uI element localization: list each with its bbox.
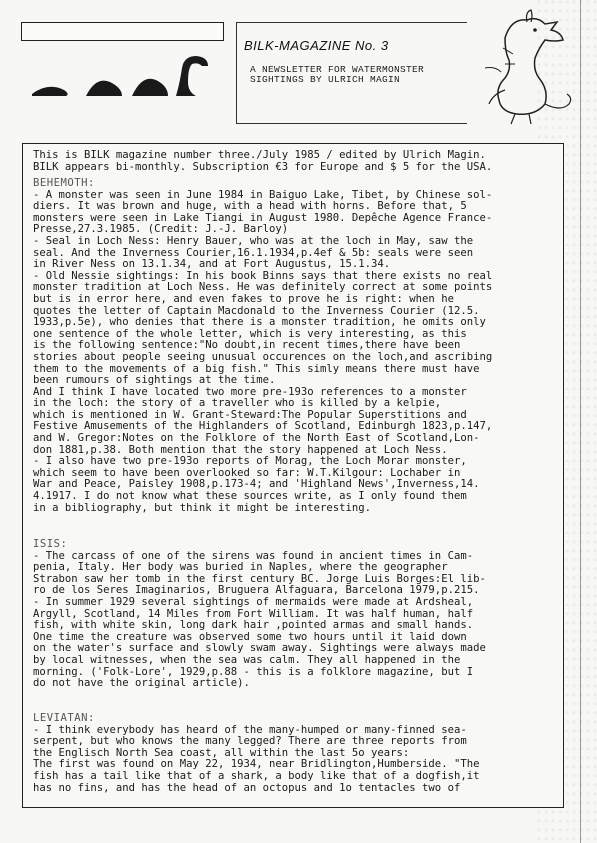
text-line: stories about people seeing unusual occurences on the loch,and ascribing xyxy=(33,350,493,363)
text-line: The first was found on May 22, 1934, near Bridlington,Humberside. "The xyxy=(33,758,480,771)
text-line: one sentence of the whole letter, which is very interesting, as this xyxy=(33,327,467,340)
text-line: in River Ness on 13.1.34, and at Fort Augustus, 15.1.34. xyxy=(33,258,391,271)
text-line: Presse,27.3.1985. (Credit: J.-J. Barloy) xyxy=(33,223,289,236)
text-line: - Seal in Loch Ness: Henry Bauer, who was at the loch in May, saw the xyxy=(33,234,474,247)
text-line: monster tradition at Loch Ness. He was definitely correct at some points xyxy=(33,281,493,294)
text-line: diers. It was brown and huge, with a head with horns. Before that, 5 xyxy=(33,200,467,213)
text-line: in the loch: the story of a traveller who is killed by a kelpie, xyxy=(33,397,442,410)
section-body xyxy=(33,190,563,515)
text-line: ro de los Seres Imaginarios, Bruguera Alfaguara, Barcelona 1979,p.215. xyxy=(33,584,480,597)
text-line: quotes the letter of Captain Macdonald to the Inverness Courier (12.5. xyxy=(33,304,480,317)
text-line: in a bibliography, but think it might be interesting. xyxy=(33,501,372,514)
text-line: - In summer 1929 several sightings of mermaids were made at Ardsheal, xyxy=(33,595,474,608)
text-line: and W. Gregor:Notes on the Folklore of the North East of Scotland,Lon- xyxy=(33,432,480,445)
text-line: the Englisch North Sea coast, all within the last 5o years: xyxy=(33,746,410,759)
text-line: Festive Amusements of the Highlanders of Scotland, Edinburgh 1823,p.147, xyxy=(33,420,493,433)
section-heading: LEVIATAN: xyxy=(33,712,95,724)
text-line: which seem to have been overlooked so far: W.T.Kilgour: Lochaber in xyxy=(33,466,461,479)
text-line: been rumours of sightings at the time. xyxy=(33,374,276,387)
section-isis xyxy=(33,539,563,690)
text-line: monsters were seen in Lake Tiangi in August 1980. Depêche Agence France- xyxy=(33,211,493,224)
text-line: - I also have two pre-193o reports of Morag, the Loch Morar monster, xyxy=(33,455,467,468)
blank-title-box xyxy=(21,22,224,41)
section-behemoth xyxy=(33,178,563,514)
text-line: Strabon saw her tomb in the first century BC. Jorge Luis Borges:El lib- xyxy=(33,572,486,585)
text-line: fish, with white skin, long dark hair ,pointed armas and small hands. xyxy=(33,619,474,632)
section-heading: ISIS: xyxy=(33,538,68,550)
text-line: serpent, but who knows the many legged? There are three reports from xyxy=(33,735,467,748)
article-box xyxy=(22,143,564,808)
section-heading: BEHEMOTH: xyxy=(33,177,95,189)
text-line: don 1881,p.38. Both mention that the story happened at Loch Ness. xyxy=(33,443,448,456)
text-line: seal. And the Inverness Courier,16.1.1934,p.4ef & 5b: seals were seen xyxy=(33,246,474,259)
text-line: has no fins, and has the head of an octopus and 1o tentacles two of xyxy=(33,781,461,794)
text-line: on the water's surface and slowly swam away. Sightings were always made xyxy=(33,642,486,655)
intro-line: BILK appears bi-monthly. Subscription €3 for Europe and $ 5 for the USA. xyxy=(33,160,493,173)
text-line: by local witnesses, when the sea was calm. They all happened in the xyxy=(33,653,461,666)
subtitle-line: SIGHTINGS BY ULRICH MAGIN xyxy=(250,74,401,85)
text-line: - The carcass of one of the sirens was found in ancient times in Cam- xyxy=(33,549,474,562)
text-line: 4.1917. I do not know what these sources write, as I only found them xyxy=(33,490,467,503)
section-body xyxy=(33,725,563,795)
section-body xyxy=(33,551,563,690)
text-line: - A monster was seen in June 1984 in Baiguo Lake, Tibet, by Chinese sol- xyxy=(33,188,493,201)
text-line: morning. ('Folk-Lore', 1929,p.88 - this is a folklore magazine, but I xyxy=(33,665,474,678)
scan-edge-line xyxy=(580,0,581,843)
text-line: which is mentioned in W. Grant-Steward:The Popular Superstitions and xyxy=(33,408,467,421)
magazine-subtitle xyxy=(250,65,460,85)
text-line: War and Peace, Paisley 1908,p.173-4; and 'Highland News',Inverness,14. xyxy=(33,478,480,491)
intro-line: This is BILK magazine number three./July 1985 / edited by Ulrich Magin. xyxy=(33,149,486,161)
text-line: - Old Nessie sightings: In his book Binns says that there exists no real xyxy=(33,269,493,282)
text-line: penia, Italy. Her body was buried in Naples, where the geographer xyxy=(33,561,448,574)
intro-paragraph xyxy=(33,150,563,173)
dragon-cartoon-illustration xyxy=(465,8,580,128)
sea-serpent-logo xyxy=(30,52,215,102)
text-line: And I think I have located two more pre-193o references to a monster xyxy=(33,385,467,398)
text-line: is the following sentence:"No doubt,in recent times,there have been xyxy=(33,339,461,352)
text-line: - I think everybody has heard of the many-humped or many-finned sea- xyxy=(33,723,467,736)
text-line: Argyll, Scotland, 14 Miles from Fort William. It was half human, half xyxy=(33,607,474,620)
text-line: but is in error here, and even fakes to prove he is right: when he xyxy=(33,292,454,305)
text-line: fish has a tail like that of a shark, a body like that of a dogfish,it xyxy=(33,769,480,782)
magazine-title: BILK-MAGAZINE No. 3 xyxy=(244,38,389,53)
subtitle-line: A NEWSLETTER FOR WATERMONSTER xyxy=(250,64,425,75)
text-line: 1933,p.5e), who denies that there is a monster tradition, he omits only xyxy=(33,316,486,329)
text-line: One time the creature was observed some two hours until it laid down xyxy=(33,630,467,643)
text-line: them to the movements of a big fish." This simly means there must have xyxy=(33,362,480,375)
section-leviatan xyxy=(33,713,563,794)
text-line: do not have the original article). xyxy=(33,677,250,690)
